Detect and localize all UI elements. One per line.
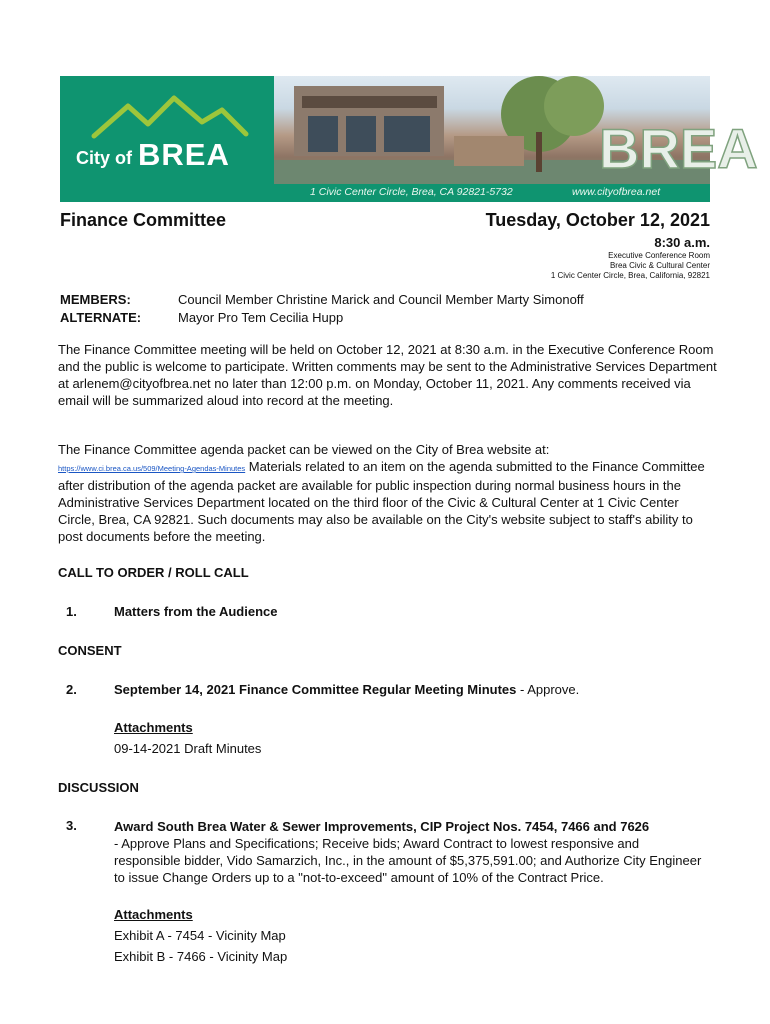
alternate-value: Mayor Pro Tem Cecilia Hupp — [178, 310, 344, 325]
alternate-label: ALTERNATE: — [60, 310, 142, 325]
discussion-heading: DISCUSSION — [58, 780, 139, 795]
consent-heading: CONSENT — [58, 643, 122, 658]
location-line-3: 1 Civic Center Circle, Brea, California, 92821 — [550, 271, 710, 280]
item-2-action: - Approve. — [516, 682, 580, 697]
item-2-attachment-link[interactable]: 09-14-2021 Draft Minutes — [114, 741, 262, 756]
item-2-title: September 14, 2021 Finance Committee Regular Meeting Minutes — [114, 682, 517, 697]
agendas-link[interactable]: https://www.ci.brea.ca.us/509/Meeting-Agendas-Minutes — [58, 464, 246, 473]
meeting-date: Tuesday, October 12, 2021 — [485, 210, 710, 230]
item-3-attachments-heading: Attachments — [114, 907, 193, 922]
item-3-title: Award South Brea Water & Sewer Improvements, CIP Project Nos. 7454, 7466 and 7626 — [114, 819, 650, 834]
item-1-number: 1. — [66, 604, 77, 619]
intro-paragraph-2 — [58, 441, 718, 545]
item-3-attachment-link-b[interactable]: Exhibit B - 7466 - Vicinity Map — [114, 949, 288, 964]
logo-city-of: City of — [76, 148, 132, 168]
item-3-number: 3. — [66, 818, 77, 833]
intro-rest: Materials related to an item on the agenda submitted to the Finance Committee after distribution of the agenda packet are available for public inspection during normal business hours in the Administrative Services Department located on the third floor of the Civic & Cultural Center at 1 Civic Center Circle, Brea, CA 92821. Such documents may also be available on the City's website subject to staff's ability to post documents before the meeting. — [58, 459, 705, 544]
meeting-time: 8:30 a.m. — [654, 235, 710, 250]
civic-center-photo — [274, 76, 758, 184]
svg-text:BREA: BREA — [599, 117, 758, 180]
intro-lead: The Finance Committee agenda packet can be viewed on the City of Brea website at: — [58, 442, 550, 457]
call-to-order-heading: CALL TO ORDER / ROLL CALL — [58, 565, 249, 580]
members-label: MEMBERS: — [60, 292, 131, 307]
item-2-number: 2. — [66, 682, 77, 697]
item-3-action: - Approve Plans and Specifications; Receive bids; Award Contract to lowest responsive and responsible bidder, Vido Samarzich, Inc., in the amount of $5,375,591.00; and Authorize City Engineer to issue Change Orders up to a "not-to-exceed" amount of 10% of the Contract Price. — [114, 836, 702, 885]
city-logo-panel — [60, 76, 274, 202]
banner-website: www.cityofbrea.net — [572, 186, 661, 198]
item-3 — [114, 818, 704, 886]
item-1-title: Matters from the Audience — [114, 604, 278, 619]
location-line-2: Brea Civic & Cultural Center — [609, 261, 710, 270]
header-banner — [60, 76, 758, 202]
logo-brea: BREA — [138, 137, 230, 172]
item-2-attachments-heading: Attachments — [114, 720, 193, 735]
location-line-1: Executive Conference Room — [608, 251, 710, 260]
members-value: Council Member Christine Marick and Council Member Marty Simonoff — [178, 292, 584, 307]
civic-center-illustration — [274, 76, 758, 184]
committee-title: Finance Committee — [60, 210, 227, 230]
item-2 — [114, 682, 579, 697]
intro-paragraph-1: The Finance Committee meeting will be held on October 12, 2021 at 8:30 a.m. in the Executive Conference Room and the public is welcome to participate. Written comments may be sent to the Administrative Services Department at arlenem@cityofbrea.net no later than 12:00 p.m. on Monday, October 11, 2021. Any comments received via email will be summarized aloud into record at the meeting. — [58, 342, 717, 408]
banner-address: 1 Civic Center Circle, Brea, CA 92821-5732 — [310, 186, 513, 198]
item-3-attachment-link-a[interactable]: Exhibit A - 7454 - Vicinity Map — [114, 928, 286, 943]
